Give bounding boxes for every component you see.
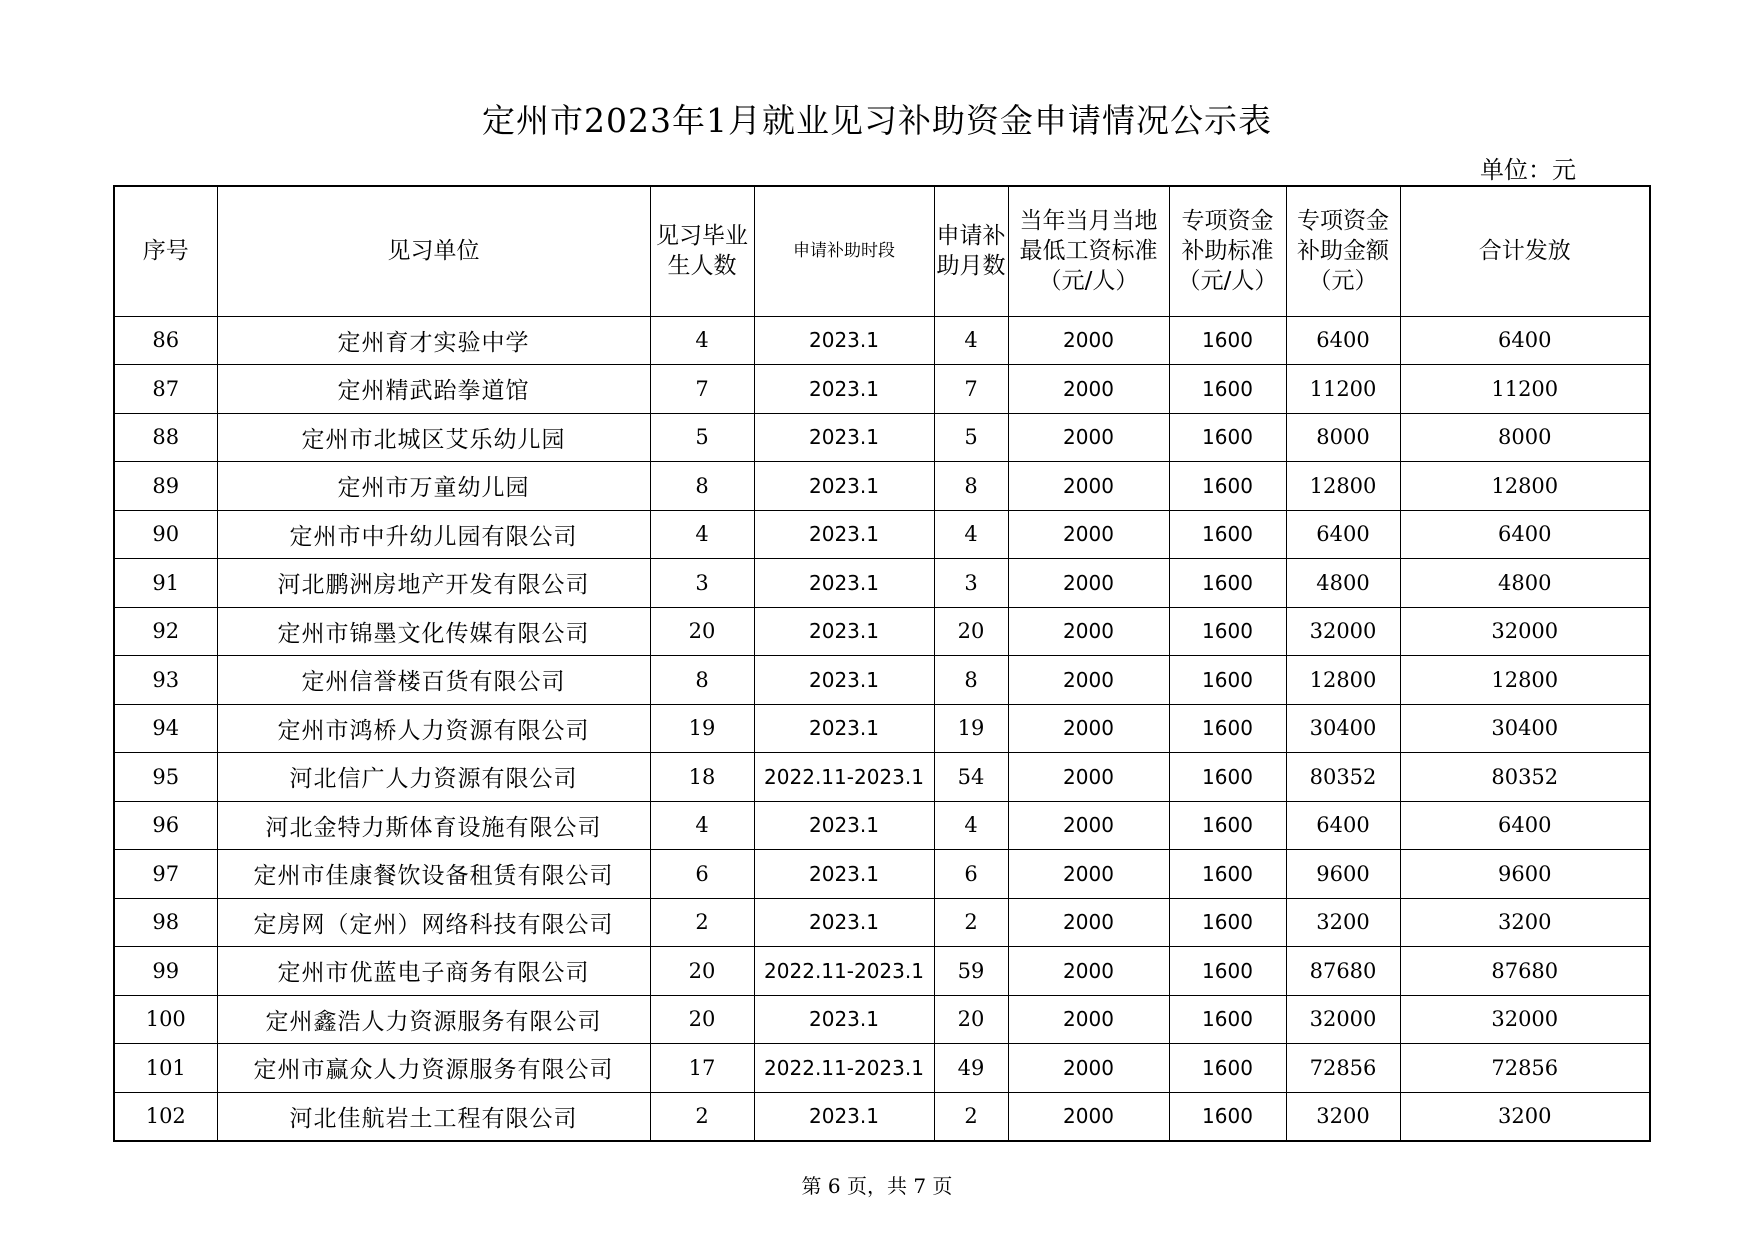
header-total: 合计发放 bbox=[1400, 186, 1650, 316]
cell-amount: 4800 bbox=[1286, 559, 1400, 608]
cell-std: 1600 bbox=[1169, 753, 1286, 802]
cell-total: 30400 bbox=[1400, 704, 1650, 753]
cell-graduates: 17 bbox=[650, 1044, 754, 1093]
cell-min-wage: 2000 bbox=[1008, 510, 1169, 559]
cell-months: 19 bbox=[934, 704, 1008, 753]
cell-unit: 定州市赢众人力资源服务有限公司 bbox=[217, 1044, 650, 1093]
cell-period: 2023.1 bbox=[754, 801, 934, 850]
unit-label: 单位：元 bbox=[1480, 156, 1576, 184]
cell-seq: 88 bbox=[114, 413, 217, 462]
cell-graduates: 20 bbox=[650, 947, 754, 996]
cell-std: 1600 bbox=[1169, 607, 1286, 656]
cell-graduates: 8 bbox=[650, 462, 754, 511]
cell-period: 2023.1 bbox=[754, 656, 934, 705]
cell-unit: 定州市中升幼儿园有限公司 bbox=[217, 510, 650, 559]
cell-graduates: 18 bbox=[650, 753, 754, 802]
cell-min-wage: 2000 bbox=[1008, 1044, 1169, 1093]
page-title: 定州市2023年1月就业见习补助资金申请情况公示表 bbox=[482, 101, 1272, 140]
cell-months: 20 bbox=[934, 995, 1008, 1044]
cell-unit: 定州市北城区艾乐幼儿园 bbox=[217, 413, 650, 462]
cell-unit: 定州市佳康餐饮设备租赁有限公司 bbox=[217, 850, 650, 899]
cell-min-wage: 2000 bbox=[1008, 995, 1169, 1044]
cell-unit: 定州市优蓝电子商务有限公司 bbox=[217, 947, 650, 996]
header-min-wage: 当年当月当地最低工资标准（元/人） bbox=[1008, 186, 1169, 316]
page-footer: 第 6 页，共 7 页 bbox=[801, 1174, 953, 1198]
cell-period: 2023.1 bbox=[754, 365, 934, 414]
cell-months: 8 bbox=[934, 656, 1008, 705]
cell-months: 6 bbox=[934, 850, 1008, 899]
cell-amount: 3200 bbox=[1286, 898, 1400, 947]
cell-seq: 101 bbox=[114, 1044, 217, 1093]
table-row bbox=[114, 559, 1650, 608]
cell-unit: 定州信誉楼百货有限公司 bbox=[217, 656, 650, 705]
cell-unit: 河北鹏洲房地产开发有限公司 bbox=[217, 559, 650, 608]
cell-graduates: 2 bbox=[650, 898, 754, 947]
cell-period: 2023.1 bbox=[754, 850, 934, 899]
cell-months: 20 bbox=[934, 607, 1008, 656]
header-period: 申请补助时段 bbox=[754, 186, 934, 316]
cell-months: 54 bbox=[934, 753, 1008, 802]
table-row bbox=[114, 607, 1650, 656]
cell-unit: 河北金特力斯体育设施有限公司 bbox=[217, 801, 650, 850]
cell-seq: 89 bbox=[114, 462, 217, 511]
cell-seq: 90 bbox=[114, 510, 217, 559]
table-row bbox=[114, 753, 1650, 802]
cell-total: 32000 bbox=[1400, 607, 1650, 656]
cell-min-wage: 2000 bbox=[1008, 607, 1169, 656]
cell-std: 1600 bbox=[1169, 947, 1286, 996]
table-row bbox=[114, 413, 1650, 462]
cell-amount: 3200 bbox=[1286, 1092, 1400, 1141]
cell-unit: 定州育才实验中学 bbox=[217, 316, 650, 365]
cell-graduates: 3 bbox=[650, 559, 754, 608]
cell-seq: 91 bbox=[114, 559, 217, 608]
cell-total: 72856 bbox=[1400, 1044, 1650, 1093]
cell-amount: 6400 bbox=[1286, 801, 1400, 850]
cell-graduates: 2 bbox=[650, 1092, 754, 1141]
header-unit: 见习单位 bbox=[217, 186, 650, 316]
cell-unit: 河北佳航岩土工程有限公司 bbox=[217, 1092, 650, 1141]
cell-months: 3 bbox=[934, 559, 1008, 608]
cell-total: 11200 bbox=[1400, 365, 1650, 414]
cell-seq: 102 bbox=[114, 1092, 217, 1141]
cell-graduates: 19 bbox=[650, 704, 754, 753]
cell-std: 1600 bbox=[1169, 898, 1286, 947]
cell-std: 1600 bbox=[1169, 462, 1286, 511]
cell-graduates: 20 bbox=[650, 995, 754, 1044]
cell-period: 2023.1 bbox=[754, 898, 934, 947]
cell-seq: 98 bbox=[114, 898, 217, 947]
cell-std: 1600 bbox=[1169, 850, 1286, 899]
cell-min-wage: 2000 bbox=[1008, 898, 1169, 947]
cell-months: 8 bbox=[934, 462, 1008, 511]
cell-graduates: 20 bbox=[650, 607, 754, 656]
cell-std: 1600 bbox=[1169, 559, 1286, 608]
cell-unit: 定州市万童幼儿园 bbox=[217, 462, 650, 511]
cell-period: 2022.11-2023.1 bbox=[754, 753, 934, 802]
cell-unit: 定州市鸿桥人力资源有限公司 bbox=[217, 704, 650, 753]
cell-amount: 11200 bbox=[1286, 365, 1400, 414]
cell-unit: 定州鑫浩人力资源服务有限公司 bbox=[217, 995, 650, 1044]
cell-seq: 97 bbox=[114, 850, 217, 899]
cell-min-wage: 2000 bbox=[1008, 413, 1169, 462]
header-std: 专项资金补助标准（元/人） bbox=[1169, 186, 1286, 316]
cell-months: 4 bbox=[934, 510, 1008, 559]
cell-std: 1600 bbox=[1169, 316, 1286, 365]
cell-seq: 95 bbox=[114, 753, 217, 802]
cell-std: 1600 bbox=[1169, 510, 1286, 559]
cell-total: 8000 bbox=[1400, 413, 1650, 462]
cell-min-wage: 2000 bbox=[1008, 753, 1169, 802]
cell-months: 2 bbox=[934, 1092, 1008, 1141]
cell-period: 2023.1 bbox=[754, 1092, 934, 1141]
cell-seq: 86 bbox=[114, 316, 217, 365]
header-amount: 专项资金补助金额（元） bbox=[1286, 186, 1400, 316]
cell-period: 2023.1 bbox=[754, 559, 934, 608]
cell-seq: 93 bbox=[114, 656, 217, 705]
cell-period: 2023.1 bbox=[754, 413, 934, 462]
cell-total: 12800 bbox=[1400, 656, 1650, 705]
cell-period: 2022.11-2023.1 bbox=[754, 1044, 934, 1093]
cell-total: 6400 bbox=[1400, 510, 1650, 559]
table-row bbox=[114, 1044, 1650, 1093]
cell-period: 2023.1 bbox=[754, 995, 934, 1044]
cell-months: 4 bbox=[934, 316, 1008, 365]
cell-min-wage: 2000 bbox=[1008, 316, 1169, 365]
table-row bbox=[114, 801, 1650, 850]
cell-period: 2022.11-2023.1 bbox=[754, 947, 934, 996]
cell-graduates: 8 bbox=[650, 656, 754, 705]
header-months: 申请补助月数 bbox=[934, 186, 1008, 316]
cell-total: 4800 bbox=[1400, 559, 1650, 608]
cell-std: 1600 bbox=[1169, 1044, 1286, 1093]
cell-min-wage: 2000 bbox=[1008, 656, 1169, 705]
cell-months: 59 bbox=[934, 947, 1008, 996]
header-seq: 序号 bbox=[114, 186, 217, 316]
cell-seq: 100 bbox=[114, 995, 217, 1044]
table-row bbox=[114, 316, 1650, 365]
table-row bbox=[114, 656, 1650, 705]
cell-amount: 32000 bbox=[1286, 607, 1400, 656]
cell-months: 2 bbox=[934, 898, 1008, 947]
cell-total: 3200 bbox=[1400, 898, 1650, 947]
cell-min-wage: 2000 bbox=[1008, 704, 1169, 753]
cell-graduates: 5 bbox=[650, 413, 754, 462]
cell-seq: 99 bbox=[114, 947, 217, 996]
cell-min-wage: 2000 bbox=[1008, 559, 1169, 608]
cell-min-wage: 2000 bbox=[1008, 1092, 1169, 1141]
cell-amount: 6400 bbox=[1286, 316, 1400, 365]
cell-total: 6400 bbox=[1400, 801, 1650, 850]
table-row bbox=[114, 898, 1650, 947]
cell-min-wage: 2000 bbox=[1008, 801, 1169, 850]
cell-total: 3200 bbox=[1400, 1092, 1650, 1141]
cell-std: 1600 bbox=[1169, 656, 1286, 705]
cell-amount: 80352 bbox=[1286, 753, 1400, 802]
table-header-row bbox=[114, 186, 1650, 316]
cell-unit: 定州精武跆拳道馆 bbox=[217, 365, 650, 414]
cell-graduates: 4 bbox=[650, 316, 754, 365]
cell-amount: 72856 bbox=[1286, 1044, 1400, 1093]
cell-graduates: 4 bbox=[650, 510, 754, 559]
cell-unit: 定州市锦墨文化传媒有限公司 bbox=[217, 607, 650, 656]
cell-total: 12800 bbox=[1400, 462, 1650, 511]
cell-months: 49 bbox=[934, 1044, 1008, 1093]
table-row bbox=[114, 850, 1650, 899]
cell-period: 2023.1 bbox=[754, 316, 934, 365]
cell-min-wage: 2000 bbox=[1008, 365, 1169, 414]
cell-std: 1600 bbox=[1169, 1092, 1286, 1141]
cell-std: 1600 bbox=[1169, 995, 1286, 1044]
cell-total: 9600 bbox=[1400, 850, 1650, 899]
cell-total: 80352 bbox=[1400, 753, 1650, 802]
cell-amount: 9600 bbox=[1286, 850, 1400, 899]
cell-period: 2023.1 bbox=[754, 462, 934, 511]
cell-amount: 32000 bbox=[1286, 995, 1400, 1044]
cell-months: 4 bbox=[934, 801, 1008, 850]
cell-amount: 12800 bbox=[1286, 656, 1400, 705]
cell-seq: 87 bbox=[114, 365, 217, 414]
cell-min-wage: 2000 bbox=[1008, 947, 1169, 996]
cell-months: 5 bbox=[934, 413, 1008, 462]
cell-seq: 92 bbox=[114, 607, 217, 656]
cell-graduates: 6 bbox=[650, 850, 754, 899]
cell-std: 1600 bbox=[1169, 801, 1286, 850]
cell-amount: 30400 bbox=[1286, 704, 1400, 753]
header-graduates: 见习毕业生人数 bbox=[650, 186, 754, 316]
table-row bbox=[114, 462, 1650, 511]
cell-graduates: 4 bbox=[650, 801, 754, 850]
cell-std: 1600 bbox=[1169, 704, 1286, 753]
cell-period: 2023.1 bbox=[754, 607, 934, 656]
cell-total: 6400 bbox=[1400, 316, 1650, 365]
cell-min-wage: 2000 bbox=[1008, 850, 1169, 899]
cell-std: 1600 bbox=[1169, 413, 1286, 462]
cell-total: 32000 bbox=[1400, 995, 1650, 1044]
cell-period: 2023.1 bbox=[754, 510, 934, 559]
table-row bbox=[114, 1092, 1650, 1141]
table-row bbox=[114, 947, 1650, 996]
cell-min-wage: 2000 bbox=[1008, 462, 1169, 511]
cell-period: 2023.1 bbox=[754, 704, 934, 753]
table-row bbox=[114, 365, 1650, 414]
table-row bbox=[114, 510, 1650, 559]
cell-unit: 定房网（定州）网络科技有限公司 bbox=[217, 898, 650, 947]
cell-amount: 87680 bbox=[1286, 947, 1400, 996]
cell-months: 7 bbox=[934, 365, 1008, 414]
cell-graduates: 7 bbox=[650, 365, 754, 414]
subsidy-table bbox=[113, 185, 1651, 1142]
cell-seq: 94 bbox=[114, 704, 217, 753]
cell-amount: 8000 bbox=[1286, 413, 1400, 462]
cell-std: 1600 bbox=[1169, 365, 1286, 414]
cell-amount: 12800 bbox=[1286, 462, 1400, 511]
cell-seq: 96 bbox=[114, 801, 217, 850]
table-row bbox=[114, 995, 1650, 1044]
cell-unit: 河北信广人力资源有限公司 bbox=[217, 753, 650, 802]
table-row bbox=[114, 704, 1650, 753]
cell-amount: 6400 bbox=[1286, 510, 1400, 559]
cell-total: 87680 bbox=[1400, 947, 1650, 996]
